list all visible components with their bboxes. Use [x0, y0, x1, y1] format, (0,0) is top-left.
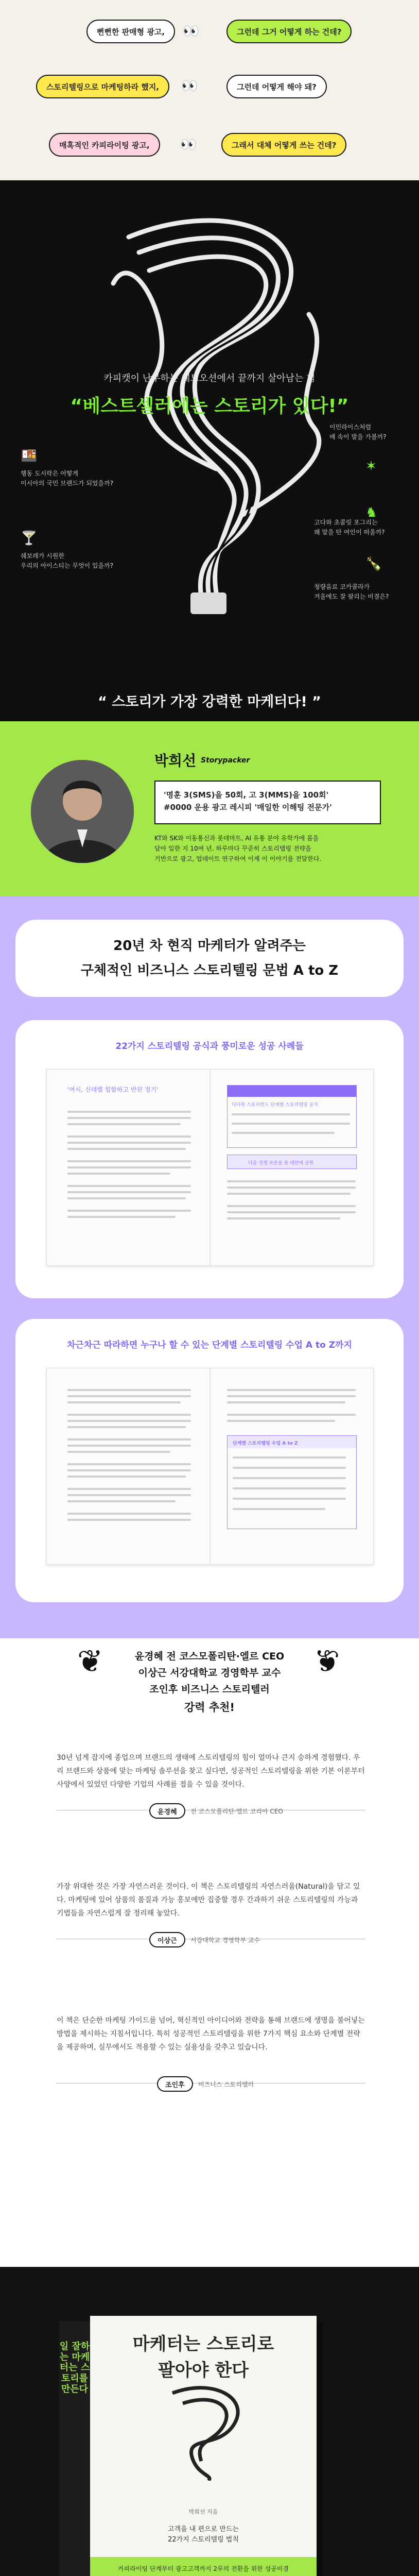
book-cover — [90, 2316, 317, 2576]
hero-note-right1: 이민라이스처럼 배 속이 발을 가볼까? — [329, 423, 387, 440]
hero-subtitle: 카피캣이 난무하는 레드오션에서 끝까지 살아남는 힘 — [103, 373, 316, 384]
recommendation-text: 이 책은 단순한 마케팅 가이드를 넘어, 혁신적인 아이디어와 전략을 통해 브랜드에 생명을 불어넣는 방법을 제시하는 지침서입니다. 특히 성공적인 스토리텔링을 위한 7가지 핵심 요소와 단계별 전략을 제공하며, 실무에서도 적용할 수 있는 실용성을 갖추고 있습니다. — [57, 2016, 365, 2052]
hero-footer-quote: “ 스토리가 가장 강력한 마케터다! ” — [98, 694, 321, 710]
credential-line: '명훈 3(SMS)을 50회, 고 3(MMS)을 100회' — [164, 790, 329, 800]
recommender-role: 전 코스모폴리탄·엘르 코리아 CEO — [190, 1808, 283, 1815]
hero-section — [0, 180, 419, 721]
recommender-heading: 윤경혜 전 코스모폴리탄·엘르 CEO — [134, 1651, 285, 1662]
intro-questions-section — [0, 0, 419, 180]
question-pill: 그런데 어떻게 해야 돼? — [226, 75, 327, 98]
author-section — [0, 721, 419, 896]
recommender-heading: 조인후 비즈니스 스토리텔러 — [149, 1684, 270, 1695]
spread-lesson-table — [227, 1435, 357, 1529]
book-cover-title: 마케터는 스토리로 팔아야 한다 — [132, 2334, 274, 2381]
hero-note-right2: 고다와 초콜릿 포그리는 왜 말을 탄 여인이 떠올까? — [314, 519, 385, 536]
spread-highlight-text: 다음 경쟁 표준을 볼 대한에 공원 — [248, 1161, 314, 1166]
typewriter-icon — [190, 592, 226, 614]
book-cover-band — [90, 2557, 317, 2576]
swirl-illustration — [0, 180, 419, 721]
hero-title: “베스트셀러에는 스토리가 있다!” — [70, 396, 349, 417]
spread-lesson-table-label: 단계별 스토리텔링 수업 A to Z — [233, 1441, 298, 1446]
recommendation-text: 가장 위대한 것은 가장 자연스러운 것이다. 이 책은 스토리텔링의 자연스러움(Natural)을 담고 있다. 마케팅에 있어 상품의 품질과 가능 홍보에만 집중할 경우 간과하기 쉬운 스토리텔링의 가능과 기법들을 자연스럽게 잘 정리해 놓았다. — [57, 1883, 360, 1918]
book-cover-swirl — [152, 2378, 255, 2481]
features-section — [0, 896, 419, 1638]
book-cover-subtitle: 고객을 내 편으로 만드는 22가지 스토리텔링 법칙 — [168, 2526, 239, 2544]
question-pill: 그래서 대체 어떻게 쓰는 건데? — [221, 133, 346, 157]
feature-card-title: 22가지 스토리텔링 공식과 풍미로운 성공 사례들 — [115, 1041, 304, 1052]
author-description: KT와 SK와 이동통신과 롯데마트, AI 유통 분야 유학가에 몸을 담아 일한 지 10여 년. 하루마다 꾸준히 스토리텔링 전략을 기반으로 광고, 업데이트 연구하여 이제 이 이야기를 전달한다. — [154, 835, 322, 862]
spread-table-label: 다다원 스토리헌드 단계별 스토리텔링 공식 — [232, 1103, 318, 1108]
book-spine-title: 일 잘하는 마케터는 스토리를 만든다 — [59, 2341, 90, 2395]
recommender-heading: 이상근 서강대학교 경영학부 교수 — [138, 1667, 281, 1679]
recommendation-text: 30년 넘게 잡지에 종업으며 브랜드의 생태에 스토리텔링의 힘이 얼마나 큰지 숭하게 경험했다. 우리 브랜드와 상품에 맞는 마케팅 솔루션을 찾고 싶다면, 성공적인 스토리텔링을 위한 기본 이론부터 사양에서 있었던 다양한 기업의 사례를 접을 수 있을 것이다. — [57, 1754, 365, 1789]
hero-note-right3: 청량음료 코카콜라가 겨울에도 잘 팔리는 비결은? — [314, 583, 389, 600]
spread-highlight-box — [227, 1155, 357, 1169]
lunchbox-icon: 🍱 — [21, 448, 38, 464]
book-spine — [59, 2321, 90, 2576]
spread-formula-table — [227, 1085, 357, 1148]
book-section — [0, 2267, 419, 2576]
eyes-icon: 👀 — [181, 78, 198, 94]
author-name: 박희선 — [154, 752, 197, 769]
recommender-name-badge: 조인후 — [157, 2076, 193, 2092]
book-spread-preview — [46, 1069, 374, 1266]
recommendations-section — [0, 1638, 419, 2267]
feature-card-formulas — [15, 1020, 404, 1298]
ingredient-icon: ✶ — [365, 459, 377, 474]
recommender-role: 비즈니스 스토리텔러 — [198, 2081, 254, 2088]
author-photo — [31, 760, 134, 863]
recommender-name-badge: 이상근 — [149, 1932, 185, 1947]
question-pill: 스토리텔링으로 마케팅하라 했지, — [36, 75, 169, 98]
features-header-line2: 구체적인 비즈니스 스토리텔링 문법 A to Z — [80, 963, 339, 978]
cocktail-icon: 🍸 — [21, 531, 38, 546]
horse-rider-icon: ♞ — [365, 505, 378, 520]
features-header — [15, 920, 404, 997]
spread-quote: '여시, 신데렐 힙합하고 반된 정기' — [67, 1086, 159, 1093]
features-header-line1: 20년 차 현직 마케터가 알려주는 — [113, 938, 306, 954]
soda-bottle-icon: 🍾 — [365, 556, 382, 572]
book-spread-preview — [46, 1368, 374, 1565]
laurel-left-icon: ❦ — [77, 1643, 103, 1680]
recommender-role: 서강대학교 경영학부 교수 — [190, 1937, 260, 1944]
laurel-right-icon: ❦ — [314, 1643, 340, 1680]
book-band-caption: 카피라이팅 단계부터 광고고객까지 2루의 전환을 위한 성공비결 — [118, 2565, 289, 2572]
recommender-name-badge: 윤경혜 — [149, 1803, 185, 1819]
eyes-icon: 👀 — [183, 24, 200, 39]
book-cover-author: 박희선 지음 — [188, 2509, 218, 2515]
hero-note-left1: 행동 도시락은 어떻게 이시아의 국민 브랜드가 되었을까? — [21, 470, 114, 487]
credential-line: #0000 운용 광고 레시피 '매일한 이해팅 전문가' — [164, 803, 332, 812]
author-role: Storypacker — [201, 756, 250, 765]
question-pill: 그런데 그거 어떻게 하는 건데? — [226, 20, 352, 43]
author-credentials-box — [154, 781, 381, 824]
hero-note-left2: 쉐보레가 시원한 우리의 아이스티는 무엇이 있을까? — [21, 552, 114, 569]
feature-card-title: 차근차근 따라하면 누구나 할 수 있는 단계별 스토리텔링 수업 A to Z까지 — [67, 1340, 352, 1350]
feature-card-lessons — [15, 1319, 404, 1602]
eyes-icon: 👀 — [180, 137, 197, 152]
question-pill: 매혹적인 카피라이팅 광고, — [49, 133, 160, 157]
recommend-tagline: 강력 추천! — [184, 1701, 235, 1714]
question-pill: 뻔뻔한 판매형 광고, — [86, 20, 175, 43]
